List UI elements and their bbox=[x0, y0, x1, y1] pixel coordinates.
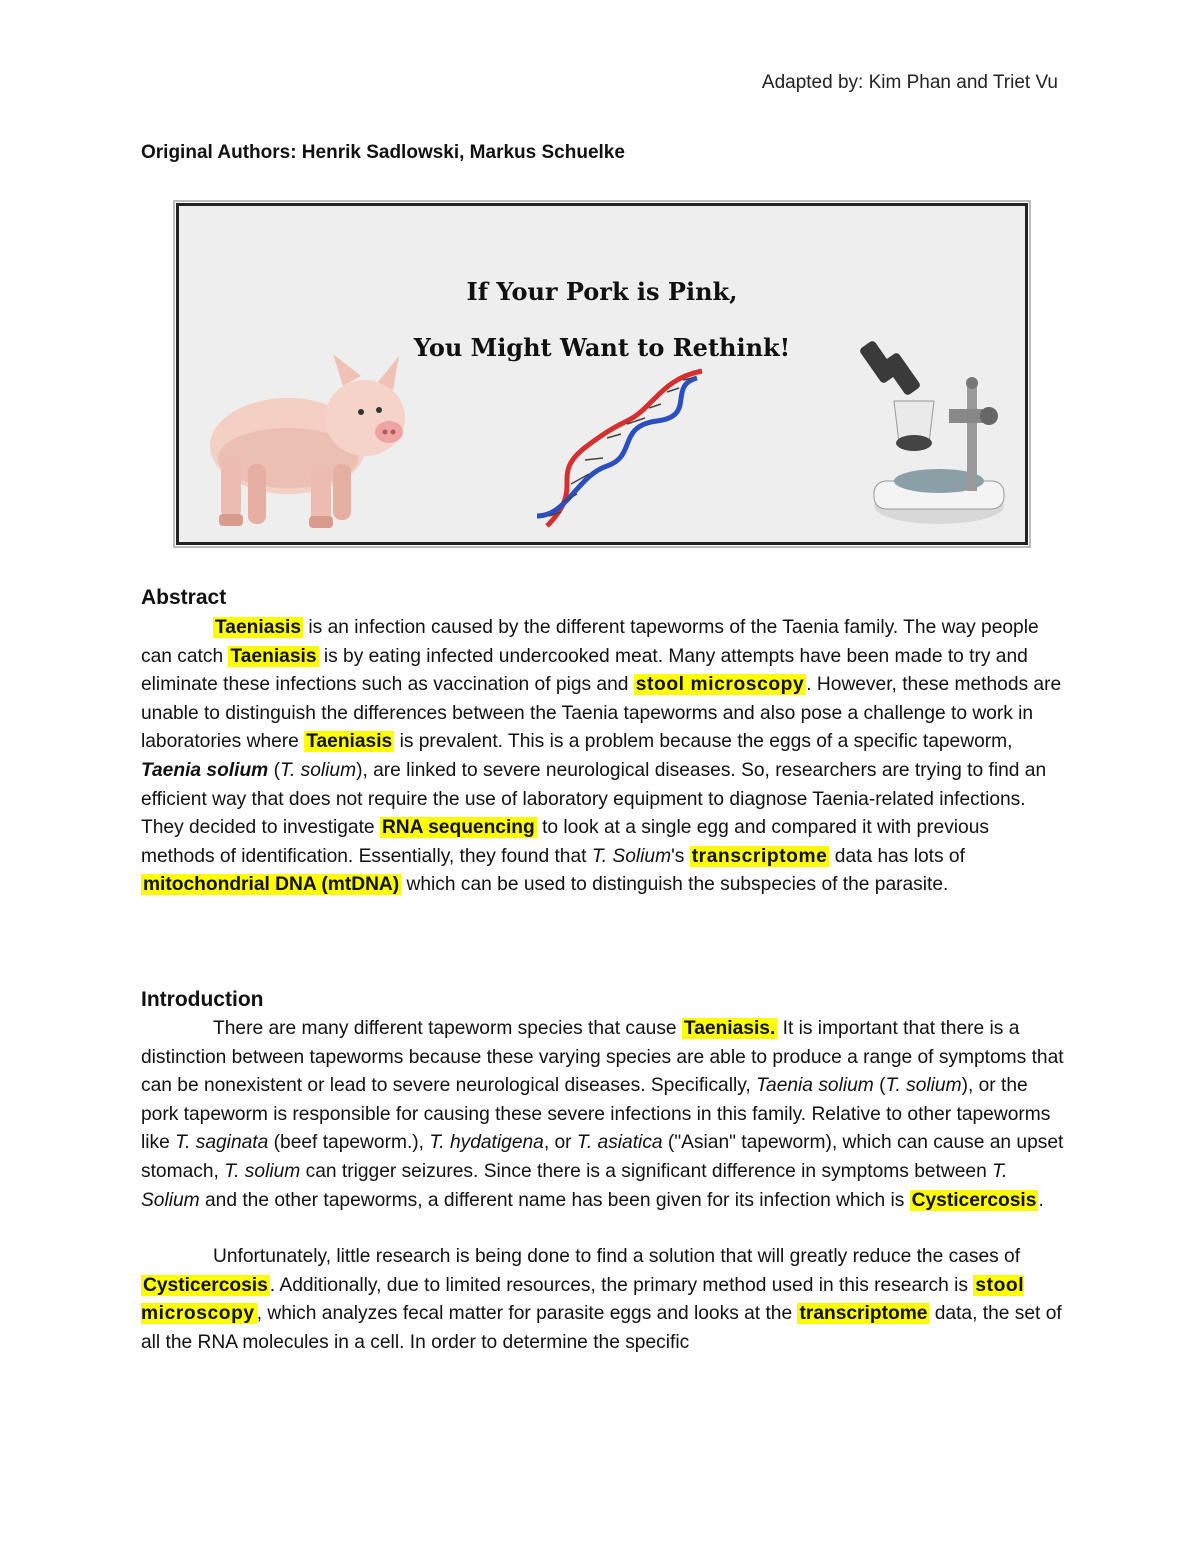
text-run: It is important that there is a distinction between tapeworms because these varying species are able to produce a range of symptoms that can be nonexistent or lead to severe neurological diseases. Specifically, bbox=[141, 1018, 1064, 1097]
highlighted-term: Taeniasis bbox=[230, 645, 317, 667]
highlighted-term: RNA sequencing bbox=[381, 817, 535, 839]
species-name: T. asiatica bbox=[576, 1132, 663, 1154]
text-run: ), or the pork tapeworm is responsible for causing these severe infections in this family. Relative to other tapeworms like bbox=[141, 1075, 1051, 1154]
text-run: , which analyzes fecal matter for parasite eggs and looks at the bbox=[256, 1303, 798, 1325]
text-run: Unfortunately, little research is being done to find a solution that will greatly reduce the cases of bbox=[213, 1246, 1021, 1267]
species-name: Taenia solium bbox=[141, 759, 269, 781]
text-run: . bbox=[1038, 1189, 1044, 1211]
introduction-paragraph-1 bbox=[141, 1015, 1066, 1215]
species-name: T. saginata bbox=[175, 1132, 269, 1154]
highlighted-term: stool microscopy bbox=[635, 674, 805, 696]
text-run: and the other tapeworms, a different name has been given for its infection which is bbox=[199, 1189, 910, 1211]
microscope-illustration bbox=[859, 331, 1019, 531]
text-run: . However, these methods are unable to distinguish the differences between the Taenia tapeworms and also pose a challenge to work in laboratories where bbox=[141, 674, 1062, 753]
dna-helix-illustration bbox=[527, 366, 707, 531]
title-banner bbox=[176, 203, 1028, 545]
highlighted-term: transcriptome bbox=[799, 1303, 928, 1325]
species-name: T. solium bbox=[224, 1160, 301, 1182]
species-name: Taenia solium bbox=[756, 1075, 874, 1097]
text-run: is an infection caused by the different tapeworms of the Taenia family. The way people can catch bbox=[141, 617, 1039, 667]
text-run: can trigger seizures. Since there is a significant difference in symptoms between bbox=[300, 1160, 993, 1182]
highlighted-term: mitochondrial DNA (mtDNA) bbox=[143, 874, 400, 896]
text-run: , or bbox=[543, 1132, 577, 1154]
text-run: ( bbox=[873, 1075, 886, 1097]
species-name: T. solium bbox=[279, 759, 357, 781]
text-run: to look at a single egg and compared it with previous methods of identification. Essentially, they found that bbox=[141, 817, 989, 867]
banner-title-line2: You Might Want to Rethink! bbox=[413, 333, 791, 362]
species-name: T. Solium bbox=[141, 1160, 1008, 1211]
text-run: There are many different tapeworm species that cause bbox=[213, 1018, 682, 1039]
highlighted-term: stool microscopy bbox=[141, 1274, 1025, 1325]
text-run: ("Asian" tapeworm), which can cause an upset stomach, bbox=[141, 1132, 1064, 1182]
introduction-paragraph-2 bbox=[141, 1243, 1066, 1357]
abstract-heading: Abstract bbox=[141, 586, 227, 609]
adapted-by-credit: Adapted by: Kim Phan and Triet Vu bbox=[761, 72, 1058, 93]
species-name: T. hydatigena bbox=[429, 1132, 544, 1154]
highlighted-term: transcriptome bbox=[691, 845, 828, 867]
highlighted-term: Cysticercosis bbox=[911, 1189, 1037, 1211]
abstract-paragraph bbox=[141, 614, 1066, 900]
pig-illustration bbox=[193, 346, 433, 536]
original-authors: Original Authors: Henrik Sadlowski, Markus Schuelke bbox=[141, 142, 625, 163]
species-name: T. Solium bbox=[591, 845, 672, 867]
highlighted-term: Taeniasis. bbox=[683, 1018, 776, 1039]
highlighted-term: Cysticercosis bbox=[143, 1274, 268, 1296]
introduction-heading: Introduction bbox=[141, 988, 264, 1011]
text-run: 's bbox=[671, 845, 690, 867]
banner-title-line1: If Your Pork is Pink, bbox=[466, 277, 738, 306]
highlighted-term: Taeniasis bbox=[215, 617, 302, 638]
text-run: which can be used to distinguish the subspecies of the parasite. bbox=[401, 874, 949, 896]
text-run: is prevalent. This is a problem because the eggs of a specific tapeworm, bbox=[394, 731, 1013, 753]
text-run: is by eating infected undercooked meat. Many attempts have been made to try and eliminate these infections such as vaccination of pigs and bbox=[141, 645, 1028, 696]
text-run: ), are linked to severe neurological diseases. So, researchers are trying to find an efficient way that does not require the use of laboratory equipment to diagnose Taenia-related infections. They decided to investigate bbox=[141, 759, 1047, 839]
text-run: (beef tapeworm.), bbox=[268, 1132, 430, 1154]
text-run: data has lots of bbox=[829, 845, 965, 867]
text-run: . Additionally, due to limited resources, the primary method used in this research is bbox=[269, 1274, 974, 1296]
highlighted-term: Taeniasis bbox=[306, 731, 393, 753]
text-run: ( bbox=[268, 759, 280, 781]
text-run: data, the set of all the RNA molecules in a cell. In order to determine the specific bbox=[141, 1303, 1062, 1353]
species-name: T. solium bbox=[885, 1075, 962, 1097]
